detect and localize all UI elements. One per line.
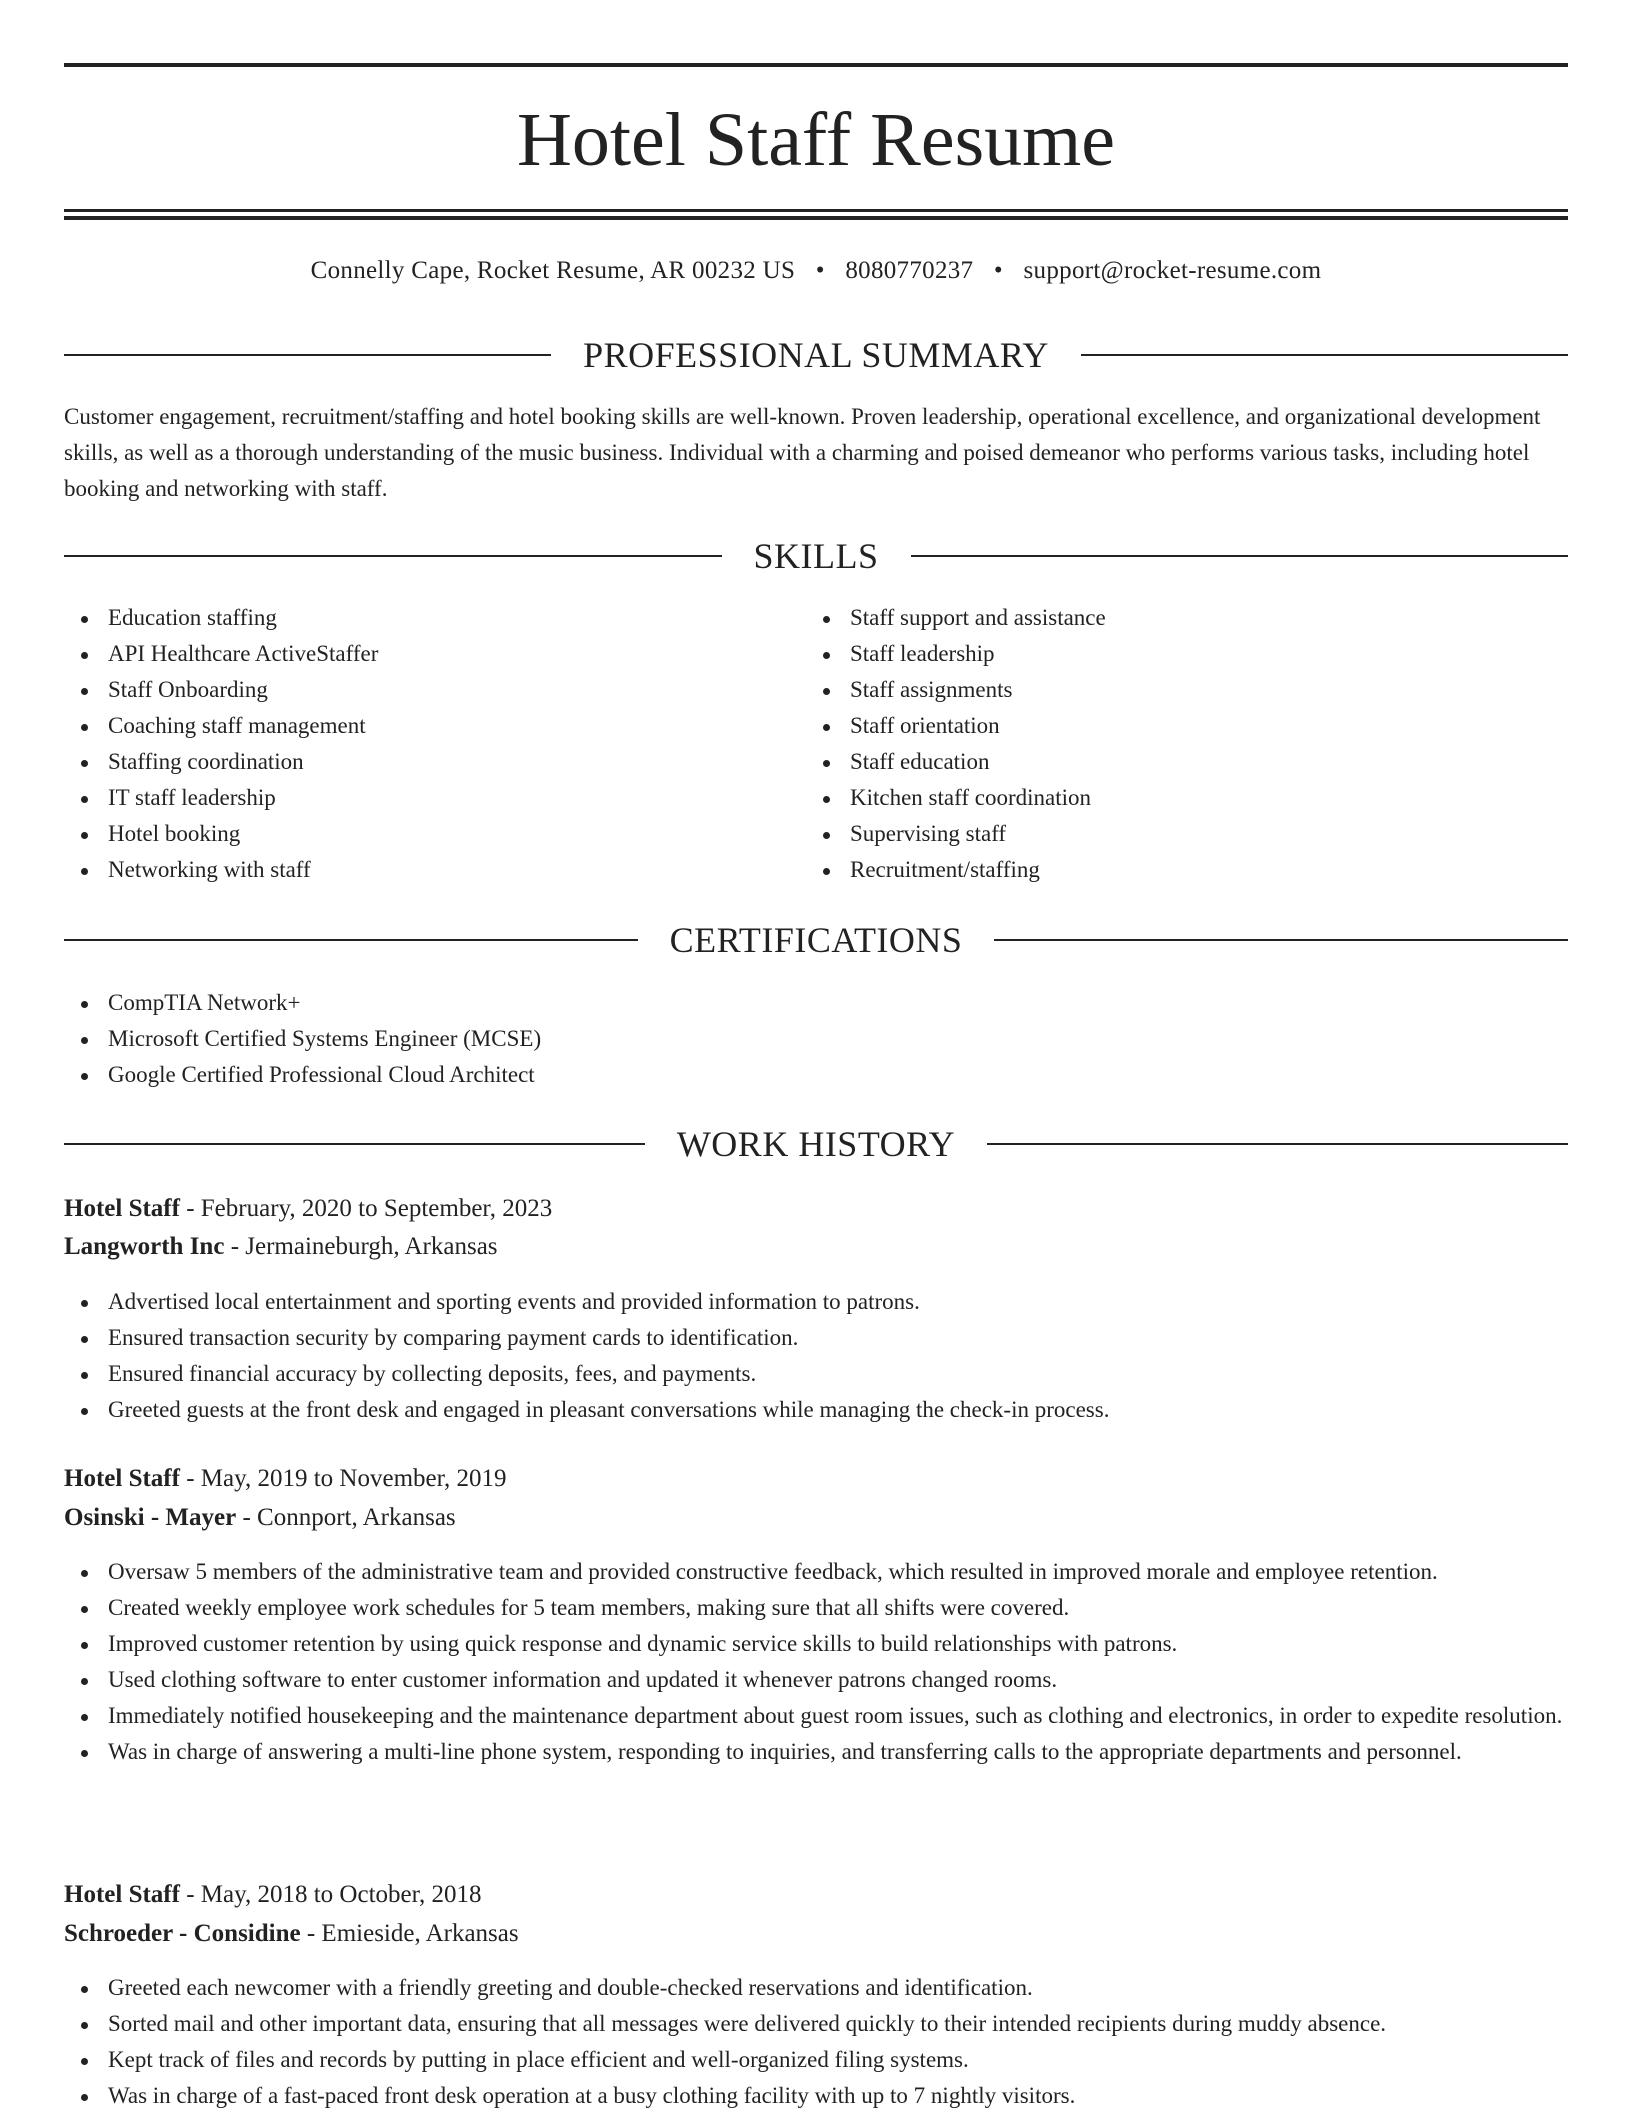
list-item: Oversaw 5 members of the administrative team and provided constructive feedback, which resulted in improved morale and employee retention.: [64, 1554, 1568, 1590]
list-item: API Healthcare ActiveStaffer: [64, 636, 804, 672]
list-item: Used clothing software to enter customer information and updated it whenever patrons changed rooms.: [64, 1662, 1568, 1698]
contact-email: support@rocket-resume.com: [1023, 257, 1322, 284]
section-rule: [987, 1143, 1568, 1145]
job-dates: - May, 2018 to October, 2018: [179, 1881, 482, 1908]
contact-phone: 8080770237: [845, 257, 974, 284]
job-dates: - May, 2019 to November, 2019: [179, 1465, 507, 1492]
list-item: Recruitment/staffing: [806, 852, 1568, 888]
list-item: Improved customer retention by using quick response and dynamic service skills to build relationships with patrons.: [64, 1626, 1568, 1662]
section-header-certifications: [64, 918, 1568, 962]
list-item: Staffing coordination: [64, 744, 804, 780]
section-title: PROFESSIONAL SUMMARY: [583, 335, 1049, 375]
list-item: Ensured transaction security by comparing payment cards to identification.: [64, 1320, 1568, 1356]
job-company: Schroeder - Considine: [64, 1920, 301, 1947]
list-item: Staff orientation: [806, 708, 1568, 744]
job-title: Hotel Staff: [64, 1465, 180, 1492]
section-header-work-history: [64, 1122, 1568, 1166]
job-location: - Jermaineburgh, Arkansas: [224, 1233, 498, 1260]
list-item: Microsoft Certified Systems Engineer (MCSE): [64, 1021, 1568, 1057]
section-rule: [994, 939, 1568, 941]
section-rule: [64, 354, 551, 356]
list-item: Sorted mail and other important data, ensuring that all messages were delivered quickly to their intended recipients during muddy absence.: [64, 2006, 1568, 2042]
contact-separator: •: [815, 257, 825, 284]
section-rule: [64, 1143, 645, 1145]
resume-title: Hotel Staff Resume: [516, 98, 1116, 182]
list-item: Hotel booking: [64, 816, 804, 852]
title-rule-upper: [64, 209, 1568, 212]
list-item: Advertised local entertainment and sporting events and provided information to patrons.: [64, 1284, 1568, 1320]
skills-list-right: [806, 600, 1568, 888]
list-item: Kept track of files and records by putting in place efficient and well-organized filing systems.: [64, 2042, 1568, 2078]
contact-line: [64, 254, 1568, 288]
list-item: Greeted each newcomer with a friendly greeting and double-checked reservations and identification.: [64, 1970, 1568, 2006]
job-company-line: [64, 1915, 1568, 1953]
job-company: Osinski - Mayer: [64, 1504, 237, 1531]
section-rule: [911, 555, 1569, 557]
list-item: Google Certified Professional Cloud Architect: [64, 1057, 1568, 1093]
list-item: Coaching staff management: [64, 708, 804, 744]
list-item: Created weekly employee work schedules for 5 team members, making sure that all shifts were covered.: [64, 1590, 1568, 1626]
section-title: WORK HISTORY: [676, 1124, 956, 1164]
certifications-list: [64, 985, 1568, 1093]
list-item: Was in charge of a fast-paced front desk operation at a busy clothing facility with up to 7 nightly visitors.: [64, 2078, 1568, 2114]
contact-separator: •: [993, 257, 1003, 284]
job-company: Langworth Inc: [64, 1233, 225, 1260]
list-item: Ensured financial accuracy by collecting deposits, fees, and payments.: [64, 1356, 1568, 1392]
list-item: Greeted guests at the front desk and engaged in pleasant conversations while managing the check-in process.: [64, 1392, 1568, 1428]
job-bullets: [64, 1554, 1568, 1770]
list-item: Staff assignments: [806, 672, 1568, 708]
list-item: Immediately notified housekeeping and the maintenance department about guest room issues, such as clothing and electronics, in order to expedite resolution.: [64, 1698, 1568, 1734]
section-rule: [64, 555, 722, 557]
list-item: Staff support and assistance: [806, 600, 1568, 636]
job-company-line: [64, 1499, 1568, 1537]
section-title: SKILLS: [753, 536, 879, 576]
list-item: Staff leadership: [806, 636, 1568, 672]
list-item: Staff education: [806, 744, 1568, 780]
section-rule: [64, 939, 638, 941]
section-header-summary: [64, 333, 1568, 377]
contact-address: Connelly Cape, Rocket Resume, AR 00232 US: [310, 257, 796, 284]
section-rule: [1081, 354, 1568, 356]
job-company-line: [64, 1228, 1568, 1266]
list-item: Staff Onboarding: [64, 672, 804, 708]
job-bullets: [64, 1970, 1568, 2114]
job-title-line: [64, 1460, 1568, 1498]
job-title-line: [64, 1876, 1568, 1914]
title-rule-lower: [64, 216, 1568, 220]
list-item: Supervising staff: [806, 816, 1568, 852]
job-location: - Connport, Arkansas: [236, 1504, 456, 1531]
list-item: IT staff leadership: [64, 780, 804, 816]
job-title: Hotel Staff: [64, 1195, 180, 1222]
top-rule: [64, 63, 1568, 67]
list-item: Networking with staff: [64, 852, 804, 888]
job-dates: - February, 2020 to September, 2023: [179, 1195, 553, 1222]
skills-list-left: [64, 600, 804, 888]
list-item: Kitchen staff coordination: [806, 780, 1568, 816]
job-bullets: [64, 1284, 1568, 1428]
list-item: Was in charge of answering a multi-line phone system, responding to inquiries, and transferring calls to the appropriate departments and personnel.: [64, 1734, 1568, 1770]
job-title-line: [64, 1190, 1568, 1228]
job-location: - Emieside, Arkansas: [300, 1920, 519, 1947]
summary-text: Customer engagement, recruitment/staffing and hotel booking skills are well-known. Proven leadership, operational excellence, and organizational development skills, as well as a thorough understanding of the music business. Individual with a charming and poised demeanor who performs various tasks, including hotel booking and networking with staff.: [64, 404, 1541, 501]
list-item: CompTIA Network+: [64, 985, 1568, 1021]
list-item: Education staffing: [64, 600, 804, 636]
section-header-skills: [64, 534, 1568, 578]
section-title: CERTIFICATIONS: [669, 920, 963, 960]
job-title: Hotel Staff: [64, 1881, 180, 1908]
